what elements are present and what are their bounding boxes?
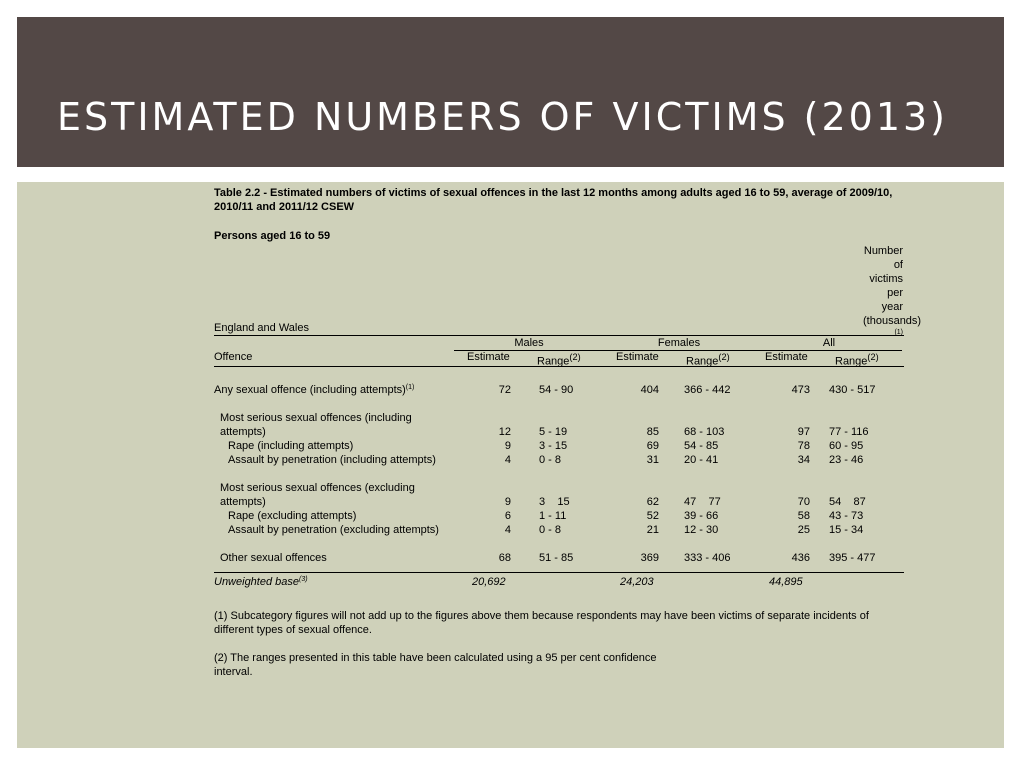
range-note: (2) (867, 352, 879, 362)
males-range: 54 - 90 (539, 384, 574, 396)
table-row (214, 495, 904, 509)
offence-note: (1) (405, 384, 415, 391)
all-estimate: 473 (791, 384, 810, 396)
all-estimate: 78 (797, 440, 810, 452)
all-range: 77 - 116 (829, 426, 869, 438)
slide-title: ESTIMATED NUMBERS OF VICTIMS (2013) (57, 95, 948, 139)
females-range: 68 - 103 (684, 426, 725, 438)
females-range: 54 - 85 (684, 440, 719, 452)
offence-label: Assault by penetration (excluding attempts) (228, 524, 439, 536)
table-caption: Table 2.2 - Estimated numbers of victims of sexual offences in the last 12 months among adults aged 16 to 59, average of 2009/10, 2010/11 and 2011/12 CSEW (214, 187, 893, 213)
all-range: 395 - 477 (829, 552, 876, 564)
females-estimate: 21 (646, 524, 659, 536)
females-estimate: 52 (646, 510, 659, 522)
note-2: (2) The ranges presented in this table have been calculated using a 95 per cent confidence interval. (214, 652, 657, 678)
all-estimate: 34 (797, 454, 810, 466)
population-label: Persons aged 16 to 59 (214, 230, 331, 242)
males-range: 0 - 8 (539, 524, 562, 536)
offence-label (214, 383, 414, 397)
females-range: 47 77 (684, 496, 721, 508)
group-header-row (214, 336, 904, 350)
females-range: 333 - 406 (684, 552, 731, 564)
females-estimate: 31 (646, 454, 659, 466)
unweighted-base-row (214, 575, 904, 589)
table-row (214, 509, 904, 523)
offence-label: Rape (excluding attempts) (228, 510, 357, 522)
table-row (214, 411, 904, 425)
table-row (214, 453, 904, 467)
offence-label: Most serious sexual offences (including (220, 412, 412, 424)
units-note: (1) (894, 329, 903, 336)
offence-text: Any sexual offence (including attempts) (214, 384, 406, 396)
column-header-row (214, 350, 904, 366)
females-estimate: 404 (640, 384, 659, 396)
males-base: 20,692 (472, 576, 506, 588)
table-row (214, 383, 904, 397)
all-range: 430 - 517 (829, 384, 876, 396)
males-estimate: 72 (498, 384, 511, 396)
content-area (17, 182, 1004, 748)
all-range: 23 - 46 (829, 454, 864, 466)
offence-label: Rape (including attempts) (228, 440, 354, 452)
offence-header: Offence (214, 351, 253, 363)
all-range: 54 87 (829, 496, 866, 508)
males-range: 3 15 (539, 496, 570, 508)
males-estimate: 6 (504, 510, 511, 522)
males-range: 0 - 8 (539, 454, 562, 466)
females-estimate: 85 (646, 426, 659, 438)
all-base: 44,895 (769, 576, 803, 588)
females-estimate-header: Estimate (616, 351, 659, 363)
offence-label: Assault by penetration (including attempts) (228, 454, 436, 466)
range-note: (2) (569, 352, 581, 362)
all-estimate: 97 (797, 426, 810, 438)
females-range: 366 - 442 (684, 384, 731, 396)
table-row (214, 439, 904, 453)
table-row (214, 551, 904, 565)
units-label (863, 244, 922, 342)
males-estimate: 12 (498, 426, 511, 438)
range-label: Range (686, 355, 719, 368)
range-label: Range (835, 355, 868, 368)
table-header-area (214, 244, 922, 336)
offence-label: attempts) (220, 426, 266, 438)
females-estimate: 62 (646, 496, 659, 508)
males-range: 3 - 15 (539, 440, 568, 452)
females-range: 39 - 66 (684, 510, 719, 522)
all-range-header (835, 350, 879, 369)
males-range: 5 - 19 (539, 426, 568, 438)
all-estimate: 25 (797, 524, 810, 536)
males-estimate: 4 (504, 524, 511, 536)
males-estimate: 9 (504, 496, 511, 508)
group-all: All (822, 337, 836, 349)
males-estimate-header: Estimate (467, 351, 510, 363)
females-range: 20 - 41 (684, 454, 719, 466)
all-estimate-header: Estimate (765, 351, 808, 363)
group-males: Males (514, 337, 544, 349)
note-1: (1) Subcategory figures will not add up to the figures above them because respondents may have been victims of separate incidents of different types of sexual offence. (214, 610, 869, 636)
offence-label: attempts) (220, 496, 266, 508)
title-bar (17, 17, 1004, 167)
females-estimate: 369 (640, 552, 659, 564)
table-row (214, 425, 904, 439)
base-rule (214, 572, 904, 573)
all-range: 15 - 34 (829, 524, 864, 536)
region-label: England and Wales (214, 322, 309, 334)
unweighted-base-text: Unweighted base (214, 576, 300, 588)
all-range: 60 - 95 (829, 440, 864, 452)
all-estimate: 436 (791, 552, 810, 564)
males-range: 51 - 85 (539, 552, 574, 564)
males-range-header (537, 350, 581, 369)
group-females: Females (657, 337, 701, 349)
range-note: (2) (718, 352, 730, 362)
females-range: 12 - 30 (684, 524, 719, 536)
offence-label: Other sexual offences (220, 552, 327, 564)
table-row (214, 481, 904, 495)
table-notes (214, 609, 904, 679)
males-estimate: 4 (504, 454, 511, 466)
all-range: 43 - 73 (829, 510, 864, 522)
females-range-header (686, 350, 730, 369)
males-range: 1 - 11 (539, 510, 567, 522)
range-label: Range (537, 355, 570, 368)
offence-label: Most serious sexual offences (excluding (220, 482, 415, 494)
females-base: 24,203 (620, 576, 654, 588)
unweighted-base-note: (3) (299, 576, 308, 583)
units-text: Number of victims per year (thousands) (863, 245, 922, 327)
males-estimate: 68 (498, 552, 511, 564)
unweighted-base-label (214, 575, 308, 589)
all-estimate: 70 (797, 496, 810, 508)
all-estimate: 58 (797, 510, 810, 522)
males-estimate: 9 (504, 440, 511, 452)
statistics-table (214, 186, 922, 679)
table-row (214, 523, 904, 537)
females-estimate: 69 (646, 440, 659, 452)
